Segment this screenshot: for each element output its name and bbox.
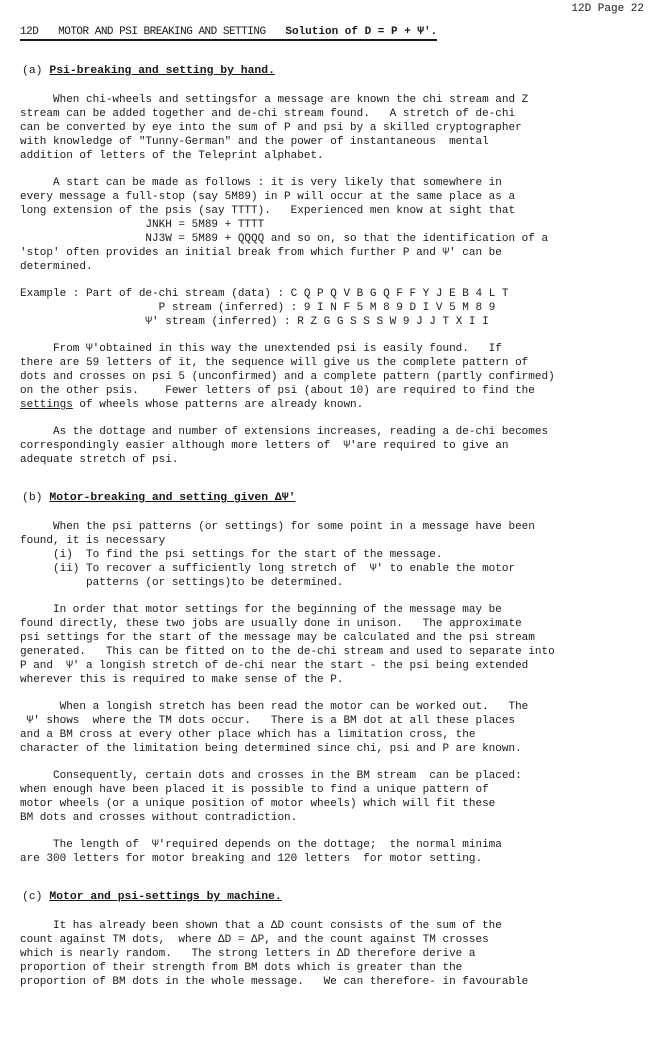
text-line: are 300 letters for motor breaking and 120 letters for motor setting. — [20, 853, 483, 865]
text-line: Consequently, certain dots and crosses in the BM stream can be placed: — [20, 770, 522, 782]
text-line: which is nearly random. The strong letters in ΔD therefore derive a — [20, 948, 476, 960]
text-line: wherever this is required to make sense of the P. — [20, 674, 344, 686]
underlined-word: settings — [20, 399, 73, 411]
example-row-data — [20, 287, 644, 301]
text-line: From Ψ'obtained in this way the unextended psi is easily found. If — [20, 343, 502, 355]
text-line: When chi-wheels and settingsfor a message are known the chi stream and Z — [20, 94, 529, 106]
section-a-label: (a) — [22, 65, 43, 77]
row-letters: C Q P Q V B G Q F F Y J E B 4 L T — [290, 288, 509, 300]
section-b-paragraph-4 — [20, 769, 644, 825]
text-line: The length of Ψ'required depends on the dottage; the normal minima — [20, 839, 502, 851]
text-line: (i) To find the psi settings for the start of the message. — [20, 549, 443, 561]
text-line: proportion of their strength from BM dots which is greater than the — [20, 962, 463, 974]
section-b-label: (b) — [22, 492, 43, 504]
row-letters: 9 I N F 5 M 8 9 D I V 5 M 8 9 — [303, 302, 496, 314]
section-b-paragraph-3 — [20, 700, 644, 756]
text-line: dots and crosses on psi 5 (unconfirmed) and a complete pattern (partly confirmed) — [20, 371, 555, 383]
text-line: addition of letters of the Teleprint alphabet. — [20, 150, 324, 162]
text-line: correspondingly easier although more letters of Ψ'are required to give an — [20, 440, 509, 452]
text-line: there are 59 letters of it, the sequence will give us the complete pattern of — [20, 357, 529, 369]
row-letters: R Z G G S S S W 9 J J T X I I — [297, 316, 489, 328]
text-line: A start can be made as follows : it is very likely that somewhere in — [20, 177, 502, 189]
text-line: proportion of BM dots in the whole message. We can therefore- in favourable — [20, 976, 529, 988]
section-a-title: Psi-breaking and setting by hand. — [49, 65, 275, 77]
example-table — [20, 287, 644, 329]
example-label: Example : — [20, 288, 87, 300]
section-a-heading — [20, 64, 644, 79]
section-code: 12D — [20, 26, 39, 38]
text-line: stream can be added together and de-chi stream found. A stretch of de-chi — [20, 108, 516, 120]
section-b-heading — [20, 491, 644, 506]
page-number: 12D Page 22 — [571, 3, 644, 15]
text-line — [20, 398, 644, 412]
text-line: can be converted by eye into the sum of P and psi by a skilled cryptographer — [20, 122, 522, 134]
text-line: on the other psis. Fewer letters of psi (about 10) are required to find the — [20, 385, 535, 397]
text-line: character of the limitation being determined since chi, psi and P are known. — [20, 743, 522, 755]
row-label: Part of de-chi stream (data) : — [86, 288, 291, 300]
text-line: found directly, these two jobs are usually done in unison. The approximate — [20, 618, 522, 630]
example-row-p — [20, 301, 644, 315]
row-label: Ψ' stream (inferred) : — [79, 316, 298, 328]
section-a-paragraph-1 — [20, 93, 644, 163]
text-line: when enough have been placed it is possible to find a unique pattern of — [20, 784, 489, 796]
text-line: and a BM cross at every other place which has a limitation cross, the — [20, 729, 476, 741]
text-line: with knowledge of "Tunny-German" and the power of instantaneous mental — [20, 136, 489, 148]
text-line: motor wheels (or a unique position of motor wheels) which will fit these — [20, 798, 496, 810]
text-line: found, it is necessary — [20, 535, 166, 547]
section-b-paragraph-1 — [20, 520, 644, 590]
section-b-paragraph-2 — [20, 603, 644, 687]
text-line: 'stop' often provides an initial break from which further P and Ψ' can be — [20, 247, 502, 259]
row-label: P stream (inferred) : — [86, 302, 304, 314]
section-b-paragraph-5 — [20, 838, 644, 866]
section-b-title: Motor-breaking and setting given ΔΨ' — [49, 492, 296, 504]
section-c-heading — [20, 890, 644, 905]
page-title — [20, 25, 437, 41]
text-line: generated. This can be fitted on to the de-chi stream and used to separate into — [20, 646, 555, 658]
example-row-psi — [20, 315, 644, 329]
text-line: As the dottage and number of extensions increases, reading a de-chi becomes — [20, 426, 549, 438]
text-line: When a longish stretch has been read the motor can be worked out. The — [20, 701, 529, 713]
text-line: determined. — [20, 261, 93, 273]
text-line: patterns (or settings)to be determined. — [20, 577, 344, 589]
section-c-title: Motor and psi-settings by machine. — [49, 891, 282, 903]
text-line: long extension of the psis (say TTTT). Experienced men know at sight that — [20, 205, 516, 217]
text-line: adequate stretch of psi. — [20, 454, 179, 466]
text-line: JNKH = 5M89 + TTTT — [20, 219, 265, 231]
text-line: every message a full-stop (say 5M89) in P will occur at the same place as a — [20, 191, 516, 203]
section-c-paragraph-1 — [20, 919, 644, 989]
text-line: P and Ψ' a longish stretch of de-chi near the start - the psi being extended — [20, 660, 529, 672]
section-subtitle: Solution of D = P + Ψ'. — [285, 26, 438, 38]
section-a-paragraph-3 — [20, 342, 644, 412]
text-line: It has already been shown that a ΔD count consists of the sum of the — [20, 920, 502, 932]
section-a-paragraph-4 — [20, 425, 644, 467]
text-line: In order that motor settings for the beginning of the message may be — [20, 604, 502, 616]
section-topic: MOTOR AND PSI BREAKING AND SETTING — [58, 26, 266, 38]
text-line: psi settings for the start of the message may be calculated and the psi stream — [20, 632, 535, 644]
text-line: (ii) To recover a sufficiently long stretch of Ψ' to enable the motor — [20, 563, 516, 575]
text-line: BM dots and crosses without contradiction. — [20, 812, 298, 824]
text-line: Ψ' shows where the TM dots occur. There is a BM dot at all these places — [20, 715, 516, 727]
section-a-paragraph-2 — [20, 176, 644, 274]
text-fragment: of wheels whose patterns are already known. — [72, 399, 364, 411]
text-line: NJ3W = 5M89 + QQQQ and so on, so that the identification of a — [20, 233, 549, 245]
text-line: count against TM dots, where ΔD = ΔP, and the count against TM crosses — [20, 934, 489, 946]
section-c-label: (c) — [22, 891, 43, 903]
text-line: When the psi patterns (or settings) for some point in a message have been — [20, 521, 535, 533]
